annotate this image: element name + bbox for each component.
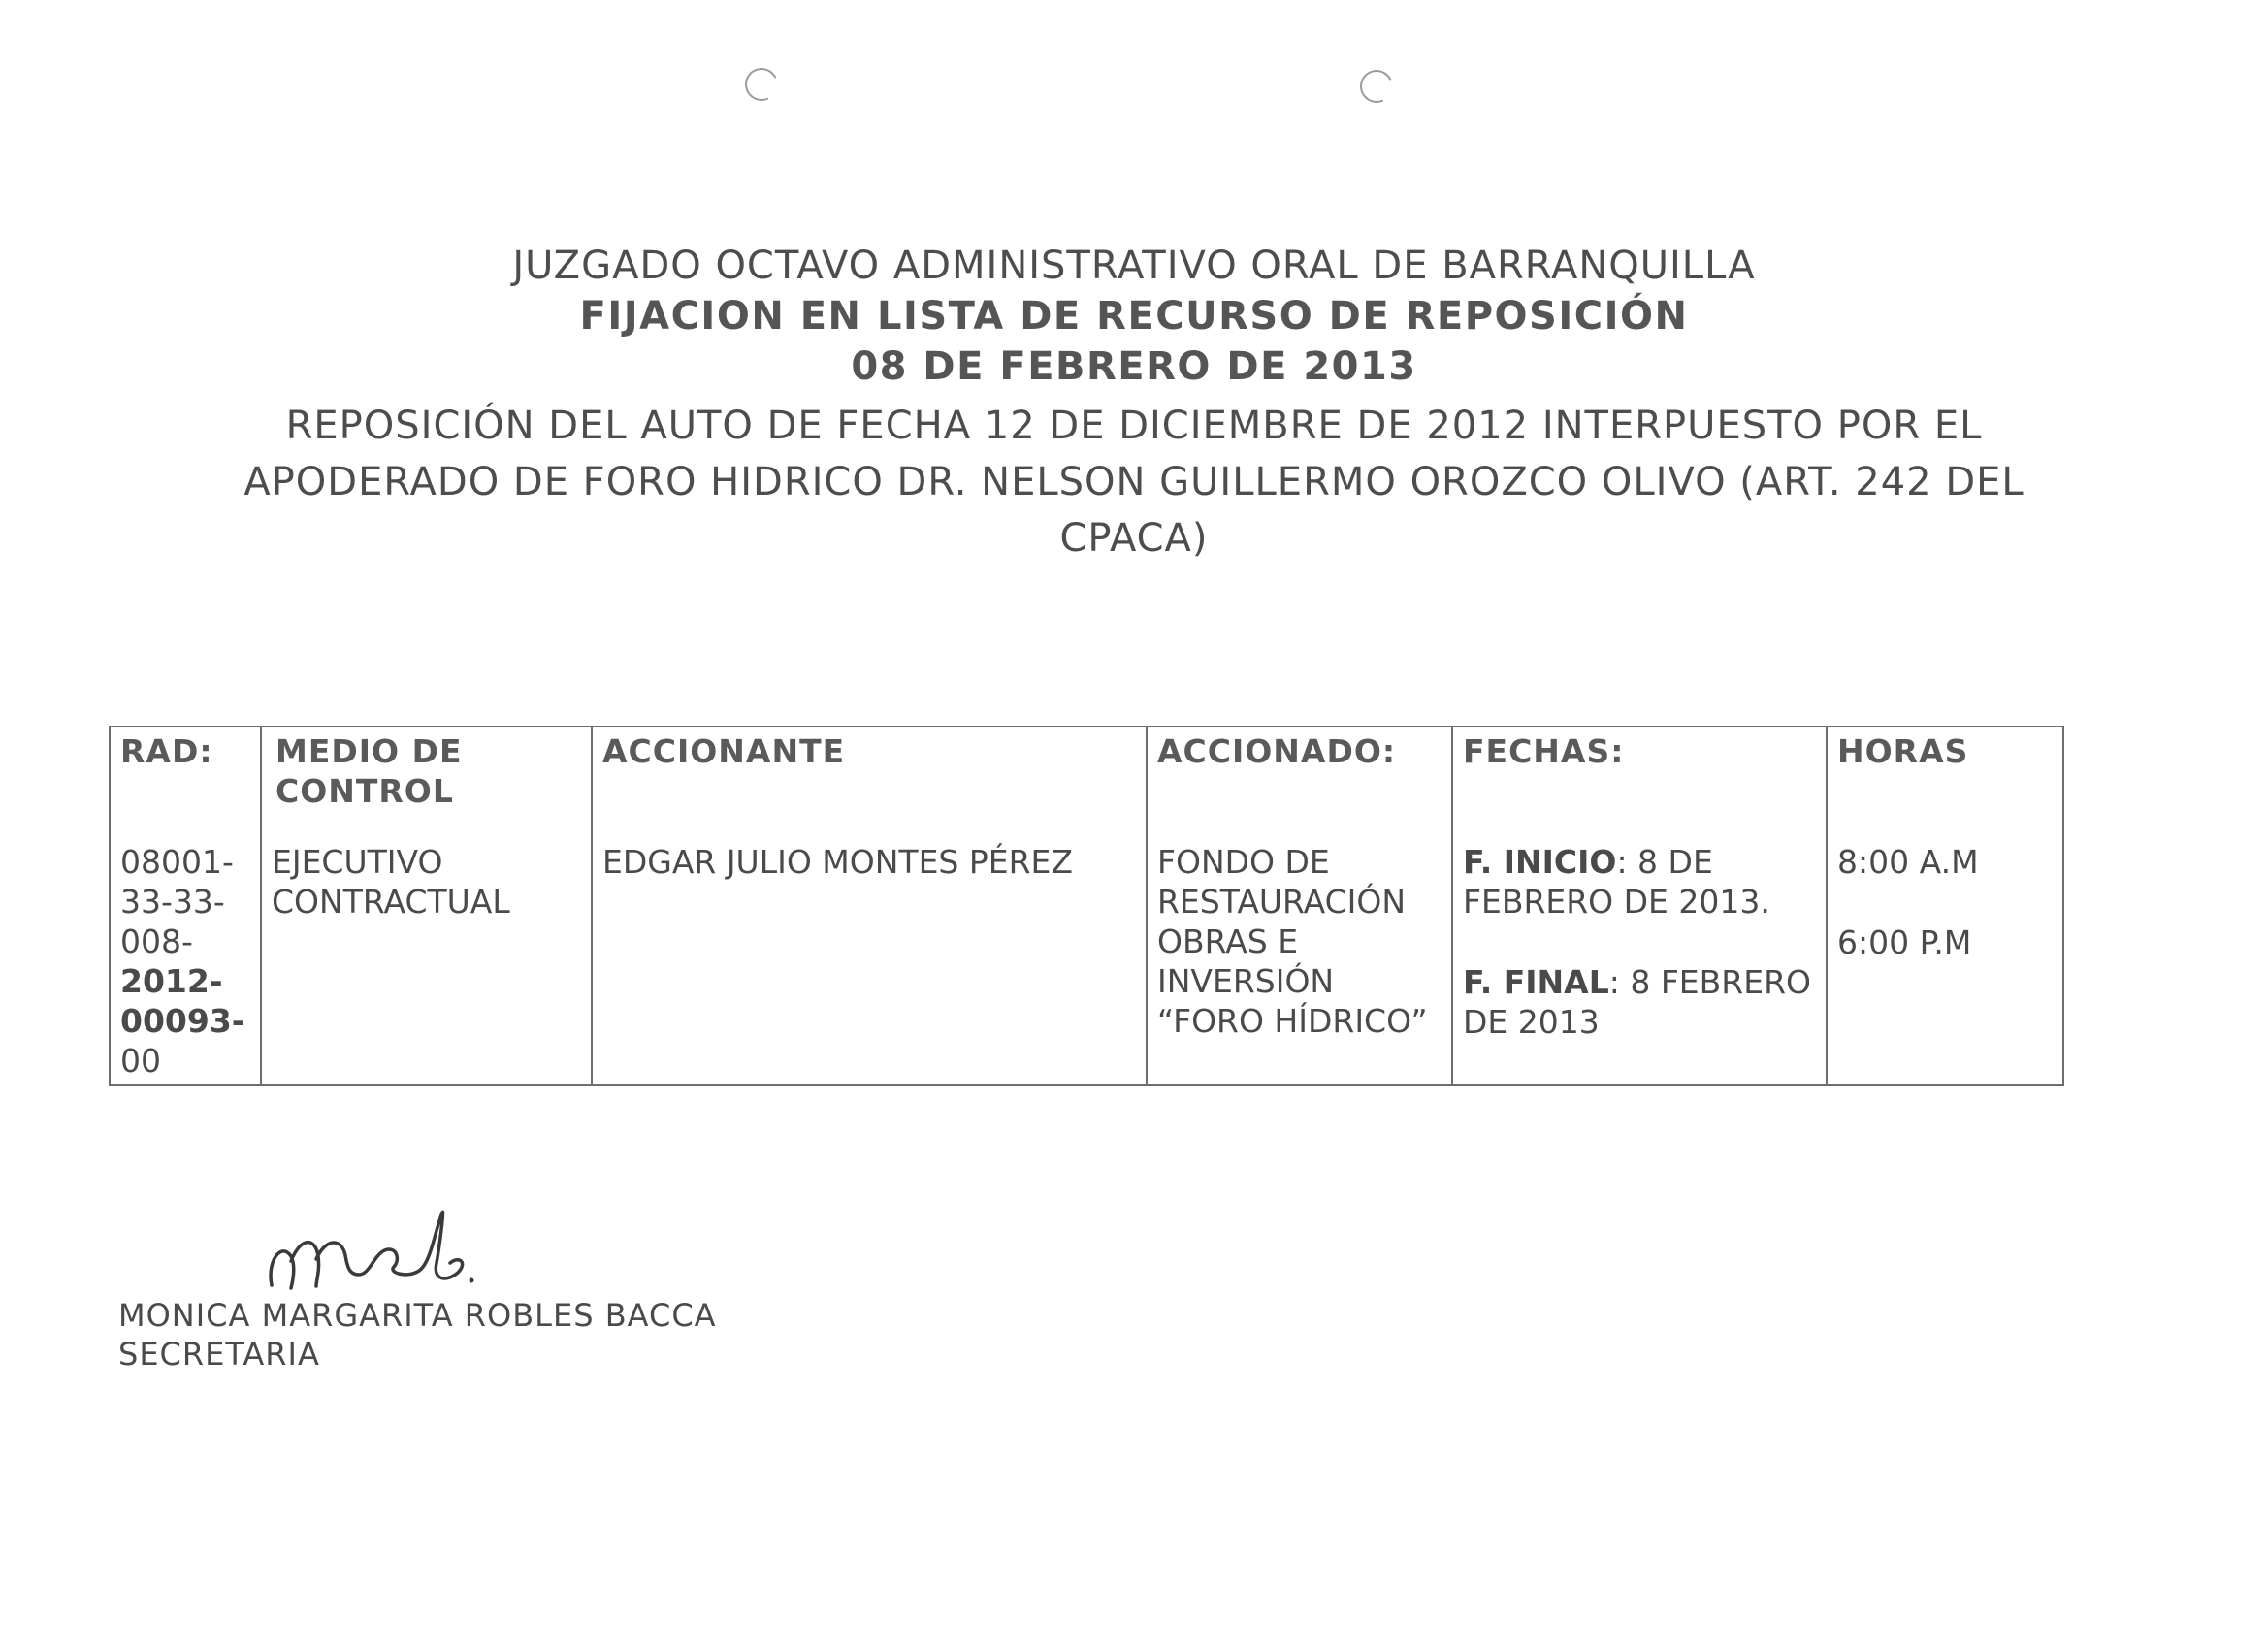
rad-bold: 2012-00093-	[120, 962, 245, 1040]
signature-initials-mark	[252, 1203, 582, 1300]
table-row	[110, 842, 2063, 1085]
header-accionante: ACCIONANTE	[592, 727, 1147, 842]
cell-accionante: EDGAR JULIO MONTES PÉREZ	[592, 842, 1147, 1085]
court-name: JUZGADO OCTAVO ADMINISTRATIVO ORAL DE BARRANQUILLA	[512, 243, 1756, 288]
rad-prefix: 08001-33-33-008-	[120, 843, 234, 960]
fecha-inicio-value: : 8 DE FEBRERO DE 2013.	[1463, 843, 1770, 921]
fecha-final-label: F. FINAL	[1463, 963, 1609, 1001]
header-horas: HORAS	[1827, 727, 2063, 842]
header-fechas: FECHAS:	[1452, 727, 1827, 842]
document-date: 08 DE FEBRERO DE 2013	[851, 344, 1417, 389]
document-title: FIJACION EN LISTA DE RECURSO DE REPOSICIÓN	[579, 294, 1689, 339]
document-header	[0, 241, 2268, 566]
punch-hole-left	[740, 63, 783, 106]
signer-name: MONICA MARGARITA ROBLES BACCA	[118, 1297, 717, 1334]
cell-fechas	[1452, 842, 1827, 1085]
header-accionado: ACCIONADO:	[1147, 727, 1452, 842]
rad-suffix: 00	[120, 1042, 161, 1080]
fecha-inicio	[1463, 842, 1816, 922]
cell-medio-de-control: EJECUTIVO CONTRACTUAL	[261, 842, 592, 1085]
hora-inicio: 8:00 A.M	[1837, 843, 1979, 881]
lista-table	[109, 726, 2064, 1086]
fecha-final-value: : 8 FEBRERO DE 2013	[1463, 963, 1811, 1041]
fecha-final	[1463, 962, 1816, 1042]
cell-rad	[110, 842, 261, 1085]
hora-final: 6:00 P.M	[1837, 923, 1972, 961]
cell-horas	[1827, 842, 2063, 1085]
punch-hole-right	[1355, 65, 1398, 108]
signer-role: SECRETARIA	[118, 1336, 320, 1373]
header-rad: RAD:	[110, 727, 261, 842]
fecha-inicio-label: F. INICIO	[1463, 843, 1617, 881]
header-medio-de-control: MEDIO DE CONTROL	[261, 727, 592, 842]
table-header-row	[110, 727, 2063, 842]
cell-accionado: FONDO DE RESTAURACIÓN OBRAS E INVERSIÓN “FORO HÍDRICO”	[1147, 842, 1452, 1085]
document-description: REPOSICIÓN DEL AUTO DE FECHA 12 DE DICIEMBRE DE 2012 INTERPUESTO POR EL APODERADO DE FORO HIDRICO DR. NELSON GUILLERMO OROZCO OLIVO (ART. 242 DEL CPACA)	[243, 404, 2025, 561]
